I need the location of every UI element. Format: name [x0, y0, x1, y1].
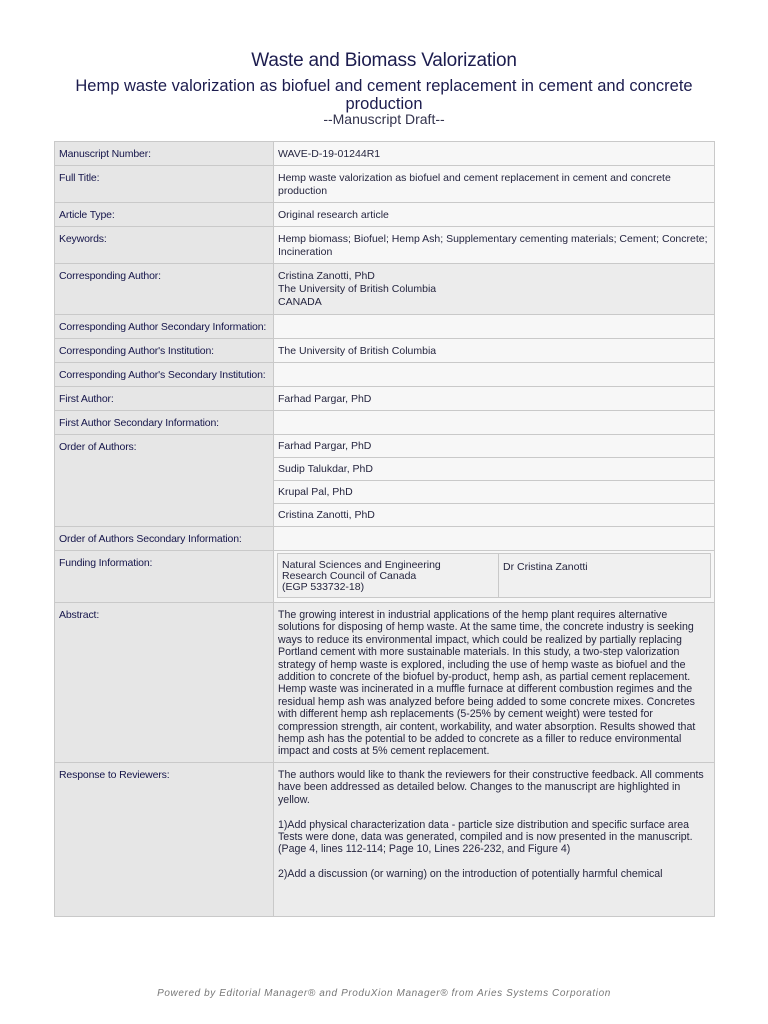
- manuscript-number-value: WAVE-D-19-01244R1: [274, 142, 715, 166]
- order-of-authors-label: Order of Authors:: [55, 435, 274, 527]
- row-keywords: [55, 227, 715, 264]
- first-author-value: Farhad Pargar, PhD: [274, 387, 715, 411]
- abstract-label: Abstract:: [55, 603, 274, 763]
- full-title-label: Full Title:: [55, 166, 274, 203]
- row-corresponding-institution: [55, 339, 715, 363]
- row-first-author-secondary: [55, 411, 715, 435]
- corresponding-secondary-institution-value: [274, 363, 715, 387]
- keywords-label: Keywords:: [55, 227, 274, 264]
- order-secondary-value: [274, 527, 715, 551]
- funding-table: [277, 553, 711, 598]
- journal-title: Waste and Biomass Valorization: [251, 50, 517, 71]
- article-title: Hemp waste valorization as biofuel and cement replacement in cement and concrete production: [75, 77, 693, 113]
- order-secondary-label: Order of Authors Secondary Information:: [55, 527, 274, 551]
- article-type-value: Original research article: [274, 203, 715, 227]
- row-abstract: [55, 603, 715, 763]
- row-order-secondary: [55, 527, 715, 551]
- full-title-value: Hemp waste valorization as biofuel and cement replacement in cement and concrete production: [274, 166, 715, 203]
- draft-label: --Manuscript Draft--: [323, 111, 445, 127]
- corresponding-author-value: Cristina Zanotti, PhD The University of British Columbia CANADA: [274, 264, 715, 315]
- author-list-item: Sudip Talukdar, PhD: [274, 458, 715, 481]
- funder-name: Natural Sciences and Engineering Research Council of Canada (EGP 533732-18): [278, 554, 499, 598]
- author-list-item: Krupal Pal, PhD: [274, 481, 715, 504]
- corresponding-secondary-institution-label: Corresponding Author's Secondary Institution:: [55, 363, 274, 387]
- row-first-author: [55, 387, 715, 411]
- row-corresponding-author-secondary: [55, 315, 715, 339]
- article-type-label: Article Type:: [55, 203, 274, 227]
- corresponding-institution-label: Corresponding Author's Institution:: [55, 339, 274, 363]
- row-corresponding-secondary-institution: [55, 363, 715, 387]
- row-article-type: [55, 203, 715, 227]
- manuscript-metadata-table: [54, 141, 715, 917]
- author-list-item: Cristina Zanotti, PhD: [274, 504, 715, 527]
- grant-recipient: Dr Cristina Zanotti: [499, 554, 711, 598]
- footer-powered-by: Powered by Editorial Manager® and ProduXion Manager® from Aries Systems Corporation: [157, 988, 611, 999]
- corresponding-author-secondary-label: Corresponding Author Secondary Information:: [55, 315, 274, 339]
- row-manuscript-number: [55, 142, 715, 166]
- keywords-value: Hemp biomass; Biofuel; Hemp Ash; Supplementary cementing materials; Cement; Concrete; Incineration: [274, 227, 715, 264]
- row-full-title: [55, 166, 715, 203]
- first-author-secondary-value: [274, 411, 715, 435]
- author-list-item: Farhad Pargar, PhD: [274, 435, 715, 458]
- row-funding: [55, 551, 715, 603]
- abstract-value: The growing interest in industrial applications of the hemp plant requires alternative solutions for disposing of hemp waste. At the same time, the concrete industry is seeking ways to reduce its environmental impact, which could be realized by partially replacing Portland cement with more sustainable materials. In this study, a two-step valorization strategy of hemp waste is explored, including the use of hemp waste as biofuel and the addition to concrete of the biofuel by-product, hemp ash, as partial cement replacement. Hemp waste was incinerated in a muffle furnace at different combustion regimes and the residual hemp ash was analyzed before being added to some concrete mixes. Concretes with different hemp ash replacements (5-25% by cement weight) were tested for compression strength, air content, workability, and water absorption. Results showed that hemp ash has the potential to be added to concrete as a filler to reduce environmental impact and costs at 5% cement replacement.: [274, 603, 715, 763]
- response-value: The authors would like to thank the reviewers for their constructive feedback. All comments have been addressed as detailed below. Changes to the manuscript are highlighted in yellow. 1)Add physical characterization data - particle size distribution and specific surface area Tests were done, data was generated, compiled and is now presented in the manuscript.(Page 4, lines 112-114; Page 10, Lines 226-232, and Figure 4) 2)Add a discussion (or warning) on the introduction of potentially harmful chemical: [274, 762, 715, 916]
- funding-value: [274, 551, 715, 603]
- row-response: [55, 762, 715, 916]
- corresponding-author-label: Corresponding Author:: [55, 264, 274, 315]
- first-author-secondary-label: First Author Secondary Information:: [55, 411, 274, 435]
- row-order-of-authors: [55, 435, 715, 458]
- row-corresponding-author: [55, 264, 715, 315]
- funding-label: Funding Information:: [55, 551, 274, 603]
- first-author-label: First Author:: [55, 387, 274, 411]
- corresponding-author-secondary-value: [274, 315, 715, 339]
- response-label: Response to Reviewers:: [55, 762, 274, 916]
- corresponding-institution-value: The University of British Columbia: [274, 339, 715, 363]
- manuscript-number-label: Manuscript Number:: [55, 142, 274, 166]
